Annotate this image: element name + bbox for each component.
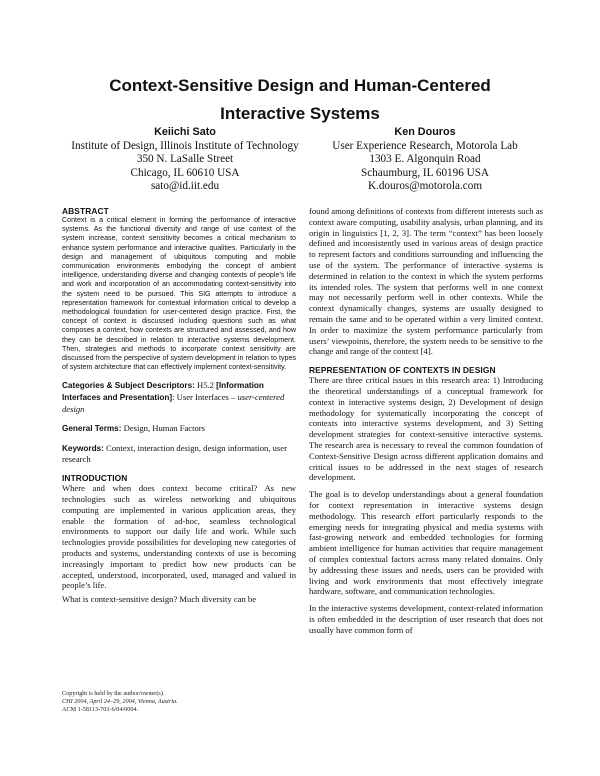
- copyright-line-2: CHI 2004, April 24–29, 2004, Vienna, Austria.: [62, 698, 178, 706]
- categories-label: Categories & Subject Descriptors:: [62, 381, 195, 391]
- author-street: 1303 E. Algonquin Road: [369, 153, 481, 166]
- introduction-heading: INTRODUCTION: [62, 473, 128, 484]
- author-name: Keiichi Sato: [154, 126, 216, 138]
- author-email: K.douros@motorola.com: [367, 180, 483, 193]
- introduction-paragraph-3: found among definitions of contexts from different interests such as context aware computing, usability analysis, urban planning, and its origin in linguistics [1, 2, 3]. The term “context” has been loosely defined and inconsistently used in various areas of design practice to represent factors and conditions surrounding and influencing the use of the system. The performance of interactive systems is determined in relation to the context in which the system performs its intended roles. The system that performs well in one context may not necessarily perform well in other contexts. While the context dynamically changes, systems are usually designed to remain the same and to be operated within a very limited context. In order to maximize the system performance particularly from users’ viewpoints, therefore, the system needs to be sensitive to the change and range of the context [4].: [309, 206, 543, 357]
- representation-paragraph-3: In the interactive systems development, context-related information is often embedded in the description of user research that does not usually have common form of: [309, 603, 543, 635]
- representation-heading: REPRESENTATION OF CONTEXTS IN DESIGN: [309, 365, 496, 376]
- keywords-value: Context, interaction design, design information, user research: [62, 442, 287, 465]
- general-terms: [62, 423, 296, 435]
- paper-title-line-1: Context-Sensitive Design and Human-Centered: [109, 76, 491, 95]
- introduction-paragraph-2: What is context-sensitive design? Much diversity can be: [62, 594, 257, 605]
- author-city: Schaumburg, IL 60196 USA: [360, 166, 490, 179]
- right-column: [309, 206, 543, 766]
- representation-paragraph-2: The goal is to develop understandings about a general foundation for context representation in interactive systems design methodology. This research effort particularly responds to the emerging needs for integrating physical and media systems with fast-growing network and embedded technologies for forming ambient intelligence for human activities that require management of complex contextual factors across many related domains. Only by addressing these issues and needs, users can be provided with living and work environments that most effectively integrate hardware, software, and communication technologies.: [309, 489, 543, 597]
- categories-bold: [Information Interfaces and Presentation]: [62, 381, 264, 403]
- author-block-2: [300, 126, 550, 194]
- categories: [62, 380, 296, 414]
- author-affiliation: User Experience Research, Motorola Lab: [332, 139, 518, 152]
- author-street: 350 N. LaSalle Street: [136, 153, 234, 166]
- copyright-line-1: Copyright is held by the author/owner(s).: [62, 690, 165, 697]
- categories-rest: : User Interfaces –: [172, 392, 236, 403]
- keywords-label: Keywords:: [62, 443, 104, 453]
- abstract-text: Context is a critical element in forming the performance of interactive systems. As the functional diversity and range of use context of the system increase, context sensitivity becomes a critical mechanism to enhance system performance and interactive qualities. Particularly in the design and management of ubiquitous computing and mobile communication environments embodying the concept of ambient intelligence, understanding diverse and changing contexts of people’s life and work and incorporation of an accommodating context-sensitivity into the system need to be pursued. This SIG attempts to introduce a representation framework for contextual information critical to develop a methodological foundation for user-centered design practice. First, the concept of context is discussed including questions such as what composes a context, how contexts are structured and assessed, and how they can be described in relation to interactive systems development. Then, strategies and methods to incorporate context sensitivity are discussed from the perspective of system development in relation to types of system architecture that can effectively implement context-sensitivity.: [62, 216, 296, 372]
- copyright-notice: [62, 690, 296, 715]
- categories-italic: user-centered design: [62, 392, 285, 415]
- keywords: [62, 443, 296, 466]
- author-name: Ken Douros: [394, 126, 456, 138]
- author-affiliation: Institute of Design, Illinois Institute of Technology: [71, 139, 299, 152]
- author-block-1: [60, 126, 310, 194]
- introduction-paragraph-1: Where and when does context become critical? As new technologies such as wireless networking and ubiquitous computing are implemented in various application areas, they enable the formation of ad-hoc, seamless technological environments to support our daily life and work. While such technologies provide possibilities for developing new categories of products and systems, understanding contexts of use is becoming increasingly important to predict how new products can be accepted, understood, incorporated, used, managed and valued in people’s life.: [62, 483, 296, 591]
- representation-paragraph-1: There are three critical issues in this research area: 1) Introducing the theoretical understandings of a conceptual framework for context in interactive systems design, 2) Development of design methodology for systematically incorporating the concept of contexts into interactive systems development, and 3) Setting development strategies for context-sensitive interactive systems. The research area is necessary to reveal the common foundation of Context-Sensitive Design across different application domains and critical issues to be addressed in the next stages of research development.: [309, 375, 543, 483]
- categories-code: H5.2: [197, 380, 214, 391]
- general-terms-value: Design, Human Factors: [123, 422, 206, 433]
- abstract-heading: ABSTRACT: [62, 206, 109, 216]
- author-email: sato@id.iit.edu: [150, 180, 220, 193]
- general-terms-label: General Terms:: [62, 423, 122, 433]
- paper-title-line-2: Interactive Systems: [220, 104, 380, 123]
- author-city: Chicago, IL 60610 USA: [130, 166, 240, 179]
- left-column: [62, 206, 296, 766]
- copyright-line-3: ACM 1-58113-703-6/04/0004.: [62, 706, 139, 714]
